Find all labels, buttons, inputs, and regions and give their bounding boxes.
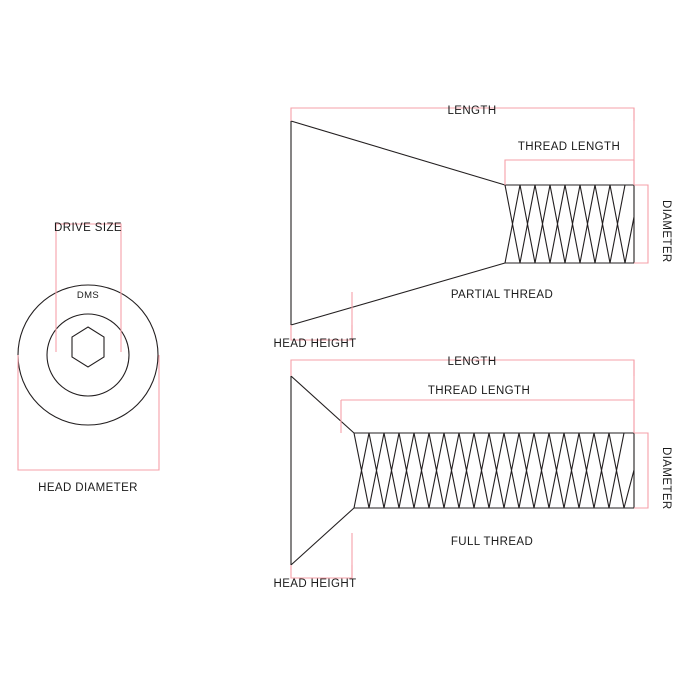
partial-head-height-label: HEAD HEIGHT	[273, 338, 357, 350]
head-top-view-outline	[18, 285, 158, 425]
drive-marker-label: DMS	[76, 290, 100, 301]
drive-size-label: DRIVE SIZE	[54, 222, 122, 234]
full-diameter-label: DIAMETER	[660, 447, 672, 510]
full-head-height-label: HEAD HEIGHT	[273, 578, 357, 590]
full-thread-caption: FULL THREAD	[450, 536, 534, 548]
partial-diameter-label: DIAMETER	[660, 200, 672, 263]
full-thread-length-label: THREAD LENGTH	[427, 385, 531, 397]
partial-length-label: LENGTH	[447, 105, 497, 117]
partial-thread-caption: PARTIAL THREAD	[450, 289, 554, 301]
partial-diameter-bracket	[634, 185, 648, 263]
partial-thread-length-label: THREAD LENGTH	[517, 141, 621, 153]
full-length-label: LENGTH	[447, 356, 497, 368]
full-head-height-bracket	[291, 565, 352, 578]
full-diameter-bracket	[634, 433, 648, 508]
partial-thread-length-bracket	[505, 160, 634, 185]
head-diameter-label: HEAD DIAMETER	[38, 482, 138, 494]
head-diameter-bracket	[18, 355, 159, 470]
